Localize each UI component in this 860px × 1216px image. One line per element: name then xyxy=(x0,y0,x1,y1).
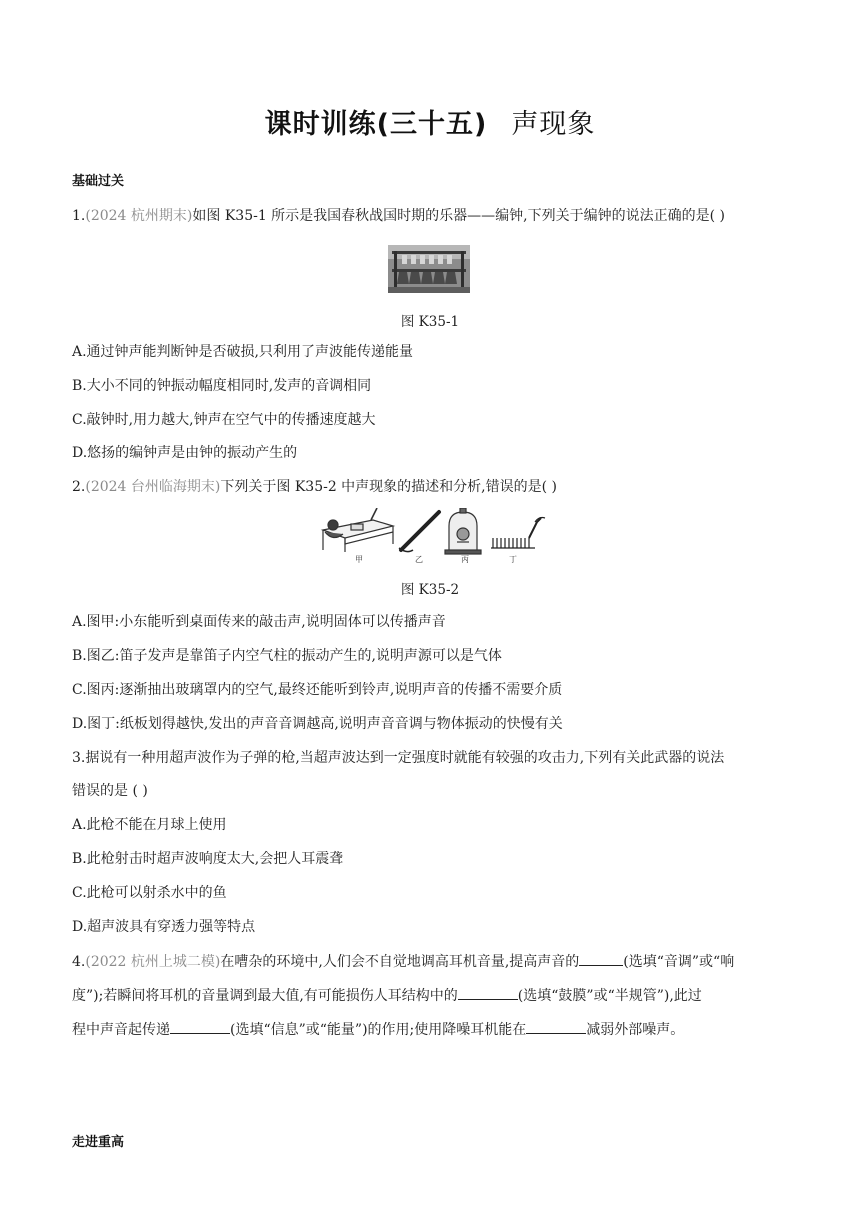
q4-number: 4. xyxy=(72,954,86,970)
q3-stem-line2: 错误的是 ( ) xyxy=(72,783,148,799)
q4-text-3b: (选填“信息”或“能量”)的作用;使用降噪耳机能在 xyxy=(230,1022,527,1038)
q4-blank-2[interactable] xyxy=(458,985,518,1000)
page-title xyxy=(0,102,860,141)
label-ding: 丁 xyxy=(509,555,517,564)
q2-figure-caption: 图 K35-2 xyxy=(400,582,460,598)
q2-option-b: B.图乙:笛子发声是靠笛子内空气柱的振动产生的,说明声源可以是气体 xyxy=(72,648,502,664)
q4-text-1b: (选填“音调”或“响 xyxy=(623,954,735,970)
label-jia: 甲 xyxy=(355,555,363,564)
q2-stem-text: 下列关于图 K35-2 中声现象的描述和分析,错误的是( ) xyxy=(220,479,558,495)
q4-line1 xyxy=(72,951,734,972)
q3-option-d: D.超声波具有穿透力强等特点 xyxy=(72,919,256,935)
q1-option-a: A.通过钟声能判断钟是否破损,只利用了声波能传递能量 xyxy=(72,344,414,360)
q4-line2 xyxy=(72,985,702,1006)
section-basic-heading: 基础过关 xyxy=(72,174,125,189)
q2-option-c: C.图丙:逐渐抽出玻璃罩内的空气,最终还能听到铃声,说明声音的传播不需要介质 xyxy=(72,682,563,698)
q2-stem xyxy=(72,477,557,497)
q4-text-3a: 程中声音起传递 xyxy=(72,1022,170,1038)
q2-number: 2. xyxy=(72,479,86,495)
q3-option-c: C.此枪可以射杀水中的鱼 xyxy=(72,885,227,901)
label-bing: 丙 xyxy=(461,555,469,564)
q4-blank-3[interactable] xyxy=(170,1019,230,1034)
q1-source: (2024 杭州期末) xyxy=(85,208,193,224)
q2-option-d: D.图丁:纸板划得越快,发出的声音音调越高,说明声音音调与物体振动的快慢有关 xyxy=(72,716,563,732)
q4-text-3c: 减弱外部噪声。 xyxy=(586,1022,685,1038)
q2-source: (2024 台州临海期末) xyxy=(85,479,221,495)
q4-source: (2022 杭州上城二模) xyxy=(85,954,221,970)
q1-figure-caption: 图 K35-1 xyxy=(400,314,460,330)
q1-stem-text: 如图 K35-1 所示是我国春秋战国时期的乐器——编钟,下列关于编钟的说法正确的是( ) xyxy=(192,208,726,224)
q1-stem xyxy=(72,206,725,226)
q3-option-a: A.此枪不能在月球上使用 xyxy=(72,817,227,833)
q4-line3 xyxy=(72,1019,684,1040)
figure-jia-desk xyxy=(323,508,393,552)
title-main: 课时训练(三十五) xyxy=(264,109,488,140)
figure-k35-1-bianzhong xyxy=(388,245,470,293)
section-advanced-heading: 走进重高 xyxy=(72,1135,125,1150)
q3-option-b: B.此枪射击时超声波响度太大,会把人耳震聋 xyxy=(72,851,344,867)
figure-ding-comb xyxy=(491,518,545,549)
q4-text-2a: 度”);若瞬间将耳机的音量调到最大值,有可能损伤人耳结构中的 xyxy=(72,988,458,1004)
q3-stem-line1: 3.据说有一种用超声波作为子弹的枪,当超声波达到一定强度时就能有较强的攻击力,下列有关此武器的说法 xyxy=(72,750,725,766)
figure-yi-flute xyxy=(399,512,439,552)
q1-option-d: D.悠扬的编钟声是由钟的振动产生的 xyxy=(72,445,298,461)
figure-k35-2 xyxy=(315,508,547,568)
q2-option-a: A.图甲:小东能听到桌面传来的敲击声,说明固体可以传播声音 xyxy=(72,614,446,630)
q4-blank-1[interactable] xyxy=(579,951,623,966)
q1-option-b: B.大小不同的钟振动幅度相同时,发声的音调相同 xyxy=(72,378,372,394)
q4-blank-4[interactable] xyxy=(526,1019,586,1034)
q1-option-c: C.敲钟时,用力越大,钟声在空气中的传播速度越大 xyxy=(72,412,376,428)
figure-bing-bell-jar xyxy=(445,508,481,554)
q1-number: 1. xyxy=(72,208,86,224)
title-sub: 声现象 xyxy=(511,109,596,140)
q4-text-2b: (选填“鼓膜”或“半规管”),此过 xyxy=(517,988,702,1004)
q4-text-1a: 在嘈杂的环境中,人们会不自觉地调高耳机音量,提高声音的 xyxy=(220,954,580,970)
label-yi: 乙 xyxy=(415,555,423,564)
